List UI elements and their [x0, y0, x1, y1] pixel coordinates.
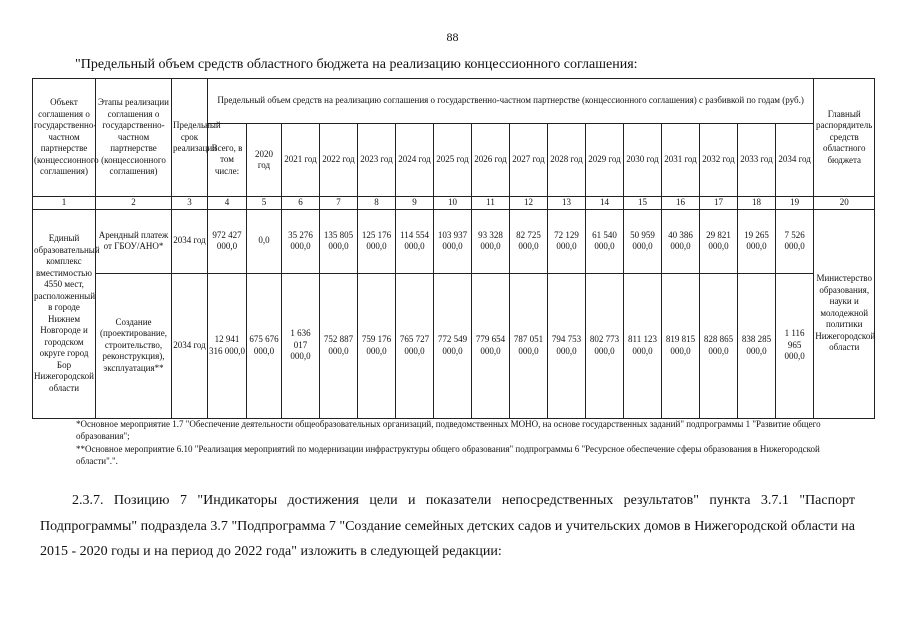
year-value-cell: 82 725 000,0	[510, 209, 548, 273]
year-value-cell: 772 549 000,0	[434, 273, 472, 418]
header-manager: Главный распорядитель средств областного бюджета	[814, 79, 875, 197]
year-value-cell: 50 959 000,0	[624, 209, 662, 273]
header-year: 2030 год	[624, 124, 662, 197]
table-row	[33, 273, 875, 418]
column-number: 7	[320, 197, 358, 210]
year-value-cell: 819 815 000,0	[662, 273, 700, 418]
column-number: 6	[282, 197, 320, 210]
column-number: 9	[396, 197, 434, 210]
year-value-cell: 0,0	[247, 209, 282, 273]
header-deadline: Предельный срок реализации	[172, 79, 208, 197]
footnote-2-text: **Основное мероприятие 6.10 "Реализация мероприятий по модернизации инфраструктуры общего образования" подпрограммы 6 "Ресурсное обеспечение сферы образования в Нижегородской области".".	[76, 444, 820, 466]
manager-cell: Министерство образования, науки и молодежной политики Нижегородской области	[814, 209, 875, 418]
body-paragraph: 2.3.7. Позицию 7 "Индикаторы достижения цели и показатели непосредственных результатов" пункта 3.7.1 "Паспорт Подпрограммы" подраздела 3.7 "Подпрограмма 7 "Создание семейных детских садов и учительских домов в Нижегородской области на 2015 - 2020 годы и на период до 2022 года" изложить в следующей редакции:	[40, 493, 855, 559]
header-year: 2028 год	[548, 124, 586, 197]
header-year: 2026 год	[472, 124, 510, 197]
header-year: 2023 год	[358, 124, 396, 197]
year-value-cell: 779 654 000,0	[472, 273, 510, 418]
header-year: 2033 год	[738, 124, 776, 197]
column-number: 20	[814, 197, 875, 210]
year-value-cell: 675 676 000,0	[247, 273, 282, 418]
header-year: 2020 год	[247, 124, 282, 197]
year-value-cell: 61 540 000,0	[586, 209, 624, 273]
column-number: 8	[358, 197, 396, 210]
year-value-cell: 29 821 000,0	[700, 209, 738, 273]
total-cell: 12 941 316 000,0	[208, 273, 247, 418]
year-value-cell: 72 129 000,0	[548, 209, 586, 273]
year-value-cell: 7 526 000,0	[776, 209, 814, 273]
object-name-cell: Единый образовательный комплекс вместимостью 4550 мест, расположенный в городе Нижнем Новгороде и городском округе город Бор Нижегородской области	[33, 209, 96, 418]
year-value-cell: 752 887 000,0	[320, 273, 358, 418]
column-number: 19	[776, 197, 814, 210]
page-number: 88	[446, 30, 459, 44]
year-value-cell: 828 865 000,0	[700, 273, 738, 418]
document-title: "Предельный объем средств областного бюджета на реализацию концессионного соглашения:	[75, 57, 638, 72]
column-number: 15	[624, 197, 662, 210]
header-year: 2024 год	[396, 124, 434, 197]
column-number: 16	[662, 197, 700, 210]
footnote-2	[38, 443, 860, 467]
deadline-cell: 2034 год	[172, 273, 208, 418]
year-value-cell: 103 937 000,0	[434, 209, 472, 273]
table-row	[33, 209, 875, 273]
year-value-cell: 759 176 000,0	[358, 273, 396, 418]
year-value-cell: 35 276 000,0	[282, 209, 320, 273]
column-number: 3	[172, 197, 208, 210]
column-number: 1	[33, 197, 96, 210]
header-year: 2025 год	[434, 124, 472, 197]
header-year: 2029 год	[586, 124, 624, 197]
year-value-cell: 794 753 000,0	[548, 273, 586, 418]
year-value-cell: 802 773 000,0	[586, 273, 624, 418]
header-year: 2022 год	[320, 124, 358, 197]
header-object: Объект соглашения о государственно-частном партнерстве (концессионного соглашения)	[33, 79, 96, 197]
header-stages: Этапы реализации соглашения о государственно-частном партнерстве (концессионного соглашения)	[96, 79, 172, 197]
year-value-cell: 93 328 000,0	[472, 209, 510, 273]
column-number: 11	[472, 197, 510, 210]
year-value-cell: 1 116 965 000,0	[776, 273, 814, 418]
total-cell: 972 427 000,0	[208, 209, 247, 273]
budget-table	[32, 78, 875, 419]
body-text	[40, 488, 855, 565]
year-value-cell: 125 176 000,0	[358, 209, 396, 273]
header-limit-group: Предельный объем средств на реализацию соглашения о государственно-частном партнерстве (концессионного соглашения) с разбивкой по годам (руб.)	[208, 79, 814, 124]
header-year: 2034 год	[776, 124, 814, 197]
header-year: 2032 год	[700, 124, 738, 197]
header-year: 2031 год	[662, 124, 700, 197]
year-value-cell: 1 636 017 000,0	[282, 273, 320, 418]
column-number: 10	[434, 197, 472, 210]
year-value-cell: 787 051 000,0	[510, 273, 548, 418]
year-value-cell: 765 727 000,0	[396, 273, 434, 418]
footnote-1	[38, 418, 860, 442]
deadline-cell: 2034 год	[172, 209, 208, 273]
column-number: 17	[700, 197, 738, 210]
column-number: 12	[510, 197, 548, 210]
year-value-cell: 114 554 000,0	[396, 209, 434, 273]
header-year: 2021 год	[282, 124, 320, 197]
year-value-cell: 838 285 000,0	[738, 273, 776, 418]
year-value-cell: 40 386 000,0	[662, 209, 700, 273]
column-number: 4	[208, 197, 247, 210]
column-number: 14	[586, 197, 624, 210]
header-total: Всего, в том числе:	[208, 124, 247, 197]
footnote-1-text: *Основное мероприятие 1.7 "Обеспечение деятельности общеобразовательных организаций, подведомственных МОНО, на основе государственных заданий" подпрограммы 1 "Развитие общего образования";	[76, 419, 821, 441]
year-value-cell: 811 123 000,0	[624, 273, 662, 418]
year-value-cell: 19 265 000,0	[738, 209, 776, 273]
year-value-cell: 135 805 000,0	[320, 209, 358, 273]
stage-cell: Создание (проектирование, строительство, реконструкция), эксплуатация**	[96, 273, 172, 418]
column-number: 13	[548, 197, 586, 210]
column-number: 2	[96, 197, 172, 210]
stage-cell: Арендный платеж от ГБОУ/АНО*	[96, 209, 172, 273]
column-number: 18	[738, 197, 776, 210]
header-year: 2027 год	[510, 124, 548, 197]
column-number: 5	[247, 197, 282, 210]
